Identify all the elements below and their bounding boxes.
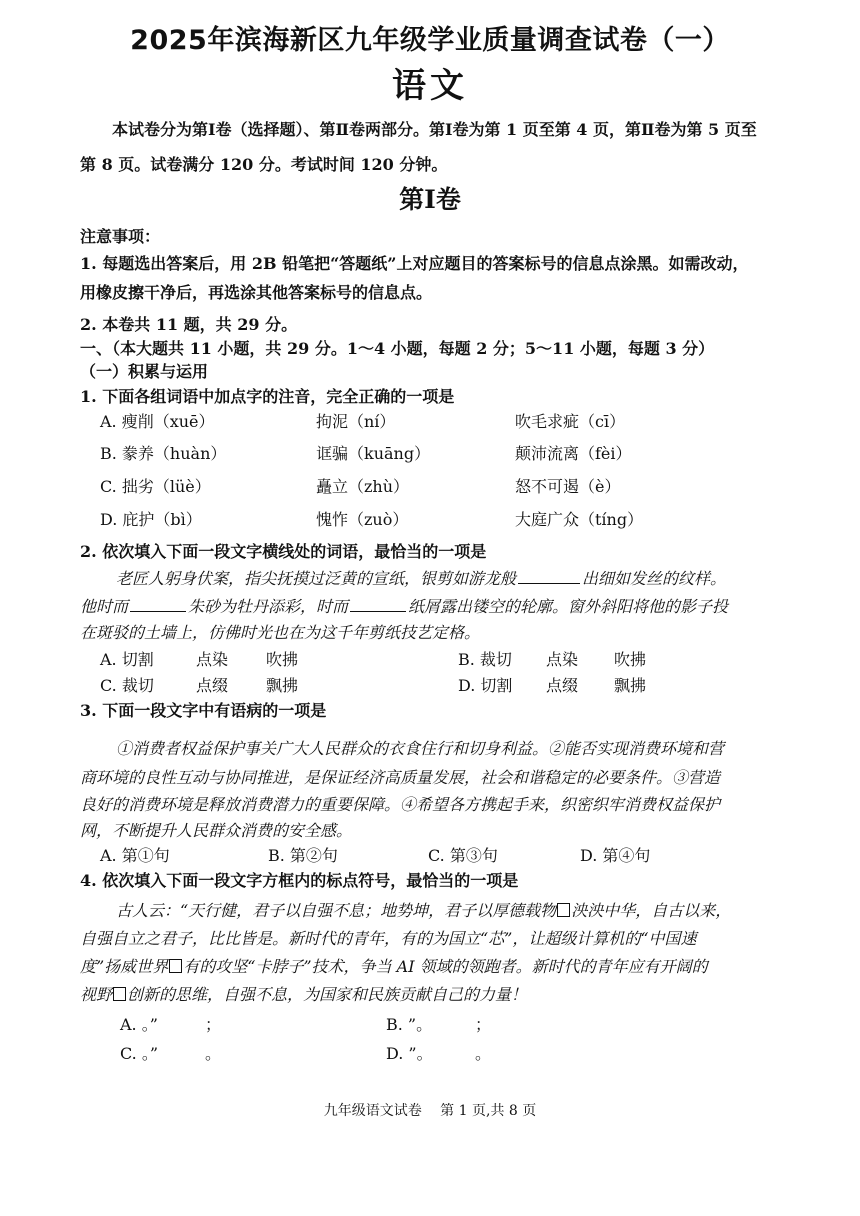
volume-heading: 第Ⅰ卷 — [399, 185, 461, 214]
q4-text: 视野 — [80, 985, 113, 1004]
q2-stem: 2. 依次填入下面一段文字横线处的词语，最恰当的一项是 — [80, 542, 487, 561]
q4-option-a-1: A. 。” — [120, 1015, 158, 1034]
q4-text: 度”扬威世界 — [80, 957, 169, 976]
q2-text: 他时而 — [80, 597, 129, 616]
q1-option-b-1: B. 豢养（huàn） — [100, 444, 227, 463]
exam-title: 2025年滨海新区九年级学业质量调查试卷（一） — [130, 25, 730, 56]
q2-option-c-3: 飘拂 — [266, 676, 299, 695]
answer-blank — [130, 597, 186, 612]
q1-option-a-3: 吹毛求疵（cī） — [515, 412, 626, 431]
q2-text: 朱砂为牡丹添彩，时而 — [188, 597, 349, 616]
q1-option-c-3: 怒不可遏（è） — [515, 477, 621, 496]
note-1a: 1. 每题选出答案后，用 2B 铅笔把“答题纸”上对应题目的答案标号的信息点涂黑。如需改动， — [80, 254, 749, 273]
punctuation-box — [169, 959, 182, 973]
q1-option-b-3: 颠沛流离（fèi） — [515, 444, 632, 463]
intro-line-1: 本试卷分为第Ⅰ卷（选择题）、第Ⅱ卷两部分。第Ⅰ卷为第 1 页至第 4 页，第Ⅱ卷为第 5 页至 — [112, 120, 757, 139]
q3-passage-line-3: 良好的消费环境是释放消费潜力的重要保障。④希望各方携起手来，织密织牢消费权益保护 — [80, 795, 721, 814]
q2-text: 纸屑露出镂空的轮廓。窗外斜阳将他的影子投 — [408, 597, 729, 616]
intro-line-2: 第 8 页。试卷满分 120 分。考试时间 120 分钟。 — [80, 155, 448, 174]
q4-text: 古人云：“天行健，君子以自强不息；地势坤，君子以厚德载物 — [116, 901, 557, 920]
q4-option-d-1: D. ”。 — [386, 1044, 433, 1063]
q2-option-a-3: 吹拂 — [266, 650, 299, 669]
q4-passage-line-3 — [80, 956, 708, 978]
q4-passage-line-2: 自强自立之君子，比比皆是。新时代的青年，有的为国立“芯”，让超级计算机的“中国速 — [80, 929, 697, 948]
q4-option-c-1: C. 。” — [120, 1044, 159, 1063]
q4-option-b-1: B. ”。 — [386, 1015, 433, 1034]
q3-stem: 3. 下面一段文字中有语病的一项是 — [80, 701, 327, 720]
notes-heading: 注意事项： — [80, 227, 161, 246]
answer-blank — [518, 569, 580, 584]
q4-stem: 4. 依次填入下面一段文字方框内的标点符号，最恰当的一项是 — [80, 871, 519, 890]
q3-option-d: D. 第④句 — [580, 846, 651, 865]
q1-option-b-2: 诓骗（kuāng） — [316, 444, 431, 463]
punctuation-box — [557, 903, 570, 917]
q4-text: 有的攻坚“卡脖子”技术，争当 AI 领域的领跑者。新时代的青年应有开阔的 — [183, 957, 708, 976]
q1-stem: 1. 下面各组词语中加点字的注音，完全正确的一项是 — [80, 387, 455, 406]
q1-option-c-2: 矗立（zhù） — [316, 477, 410, 496]
q4-text: 泱泱中华，自古以来， — [571, 901, 732, 920]
q1-option-d-3: 大庭广众（tíng） — [515, 510, 644, 529]
q2-option-b-2: 点染 — [546, 650, 579, 669]
q2-text: 老匠人躬身伏案，指尖抚摸过泛黄的宣纸，银剪如游龙般 — [116, 569, 517, 588]
q4-option-b-2: ； — [475, 1015, 492, 1034]
q3-option-b: B. 第②句 — [268, 846, 338, 865]
q2-option-a-2: 点染 — [196, 650, 229, 669]
q2-option-c-1: C. 裁切 — [100, 676, 154, 695]
q1-option-d-1: D. 庇护（bì） — [100, 510, 202, 529]
answer-blank — [350, 597, 406, 612]
note-2: 2. 本卷共 11 题，共 29 分。 — [80, 315, 298, 334]
q2-text: 出细如发丝的纹样。 — [582, 569, 727, 588]
q1-option-d-2: 愧怍（zuò） — [316, 510, 409, 529]
q1-option-c-1: C. 拙劣（lüè） — [100, 477, 211, 496]
q2-passage-line-3: 在斑驳的土墙上，仿佛时光也在为这千年剪纸技艺定格。 — [80, 623, 481, 642]
section-sub: （一）积累与运用 — [80, 362, 209, 381]
q4-option-d-2: 。 — [475, 1044, 492, 1063]
q2-passage-line-2 — [80, 596, 728, 618]
q1-option-a-1: A. 瘦削（xuē） — [100, 412, 215, 431]
q4-passage-line-4 — [80, 984, 527, 1006]
q4-option-a-2: ； — [205, 1015, 222, 1034]
section-one: 一、（本大题共 11 小题，共 29 分。1～4 小题，每题 2 分；5～11 小题，每题 3 分） — [80, 339, 715, 358]
q2-option-d-2: 点缀 — [546, 676, 579, 695]
q1-option-a-2: 拘泥（ní） — [316, 412, 396, 431]
punctuation-box — [113, 987, 126, 1001]
q3-option-a: A. 第①句 — [100, 846, 170, 865]
q2-option-b-3: 吹拂 — [614, 650, 647, 669]
q2-option-d-1: D. 切割 — [458, 676, 513, 695]
q3-passage-line-1: ①消费者权益保护事关广大人民群众的衣食住行和切身利益。②能否实现消费环境和营 — [116, 739, 725, 758]
q3-passage-line-2: 商环境的良性互动与协同推进，是保证经济高质量发展，社会和谐稳定的必要条件。③营造 — [80, 768, 721, 787]
q2-option-c-2: 点缀 — [196, 676, 229, 695]
note-1b: 用橡皮擦干净后，再选涂其他答案标号的信息点。 — [80, 283, 433, 302]
q4-passage-line-1 — [116, 900, 731, 922]
subject-heading: 语文 — [392, 66, 468, 106]
q2-option-a-1: A. 切割 — [100, 650, 154, 669]
q2-option-d-3: 飘拂 — [614, 676, 647, 695]
q2-passage-line-1 — [116, 568, 726, 590]
q3-passage-line-4: 网，不断提升人民群众消费的安全感。 — [80, 821, 353, 840]
page-footer: 九年级语文试卷 第 1 页,共 8 页 — [323, 1103, 537, 1119]
q4-option-c-2: 。 — [205, 1044, 222, 1063]
q3-option-c: C. 第③句 — [428, 846, 498, 865]
q2-option-b-1: B. 裁切 — [458, 650, 512, 669]
q4-text: 创新的思维，自强不息，为国家和民族贡献自己的力量！ — [127, 985, 528, 1004]
